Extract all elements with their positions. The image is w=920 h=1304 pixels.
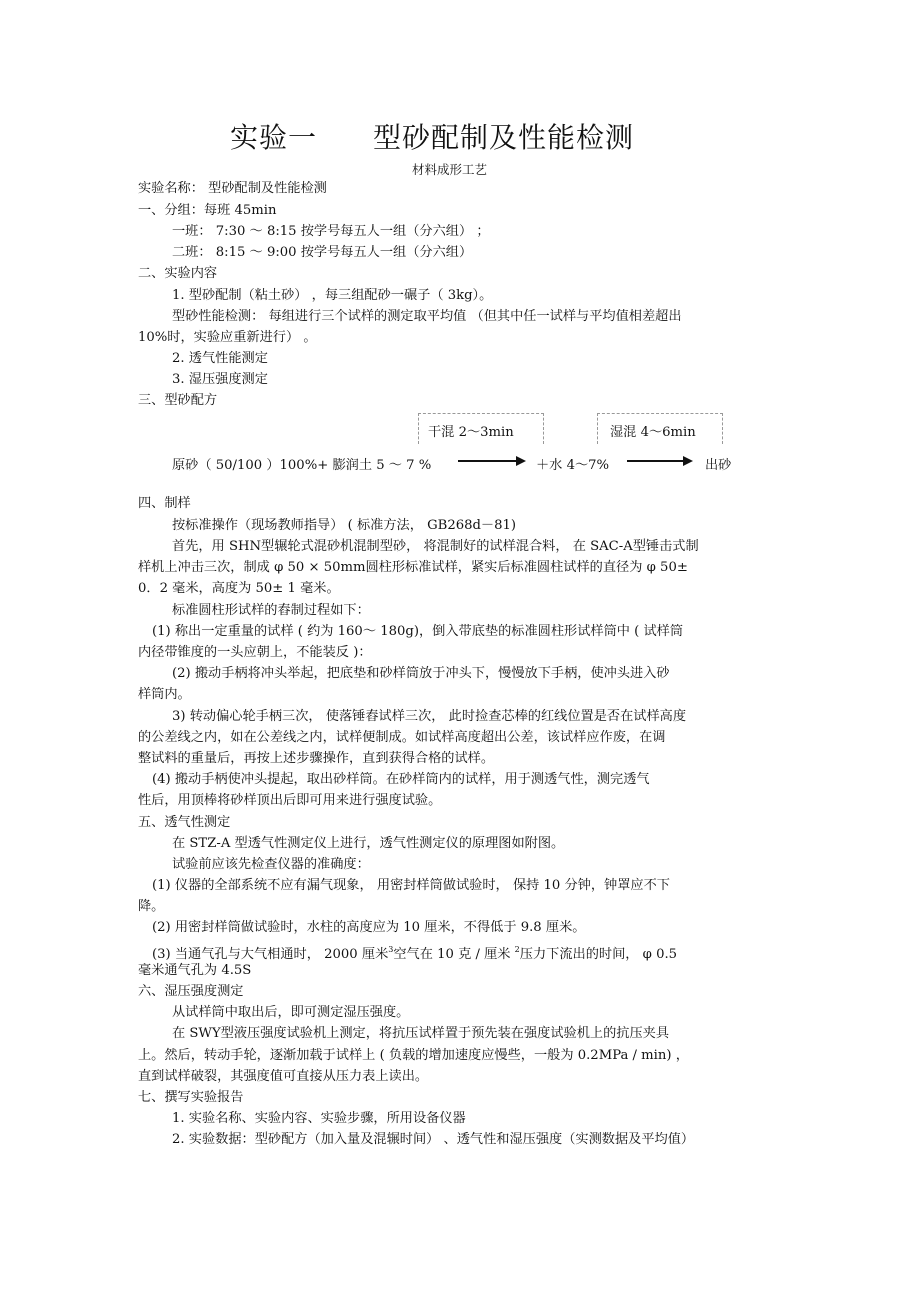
text-line: 试验前应该先检查仪器的准确度：	[172, 857, 370, 872]
text-line: (2) 搬动手柄将冲头举起，把底垫和砂样筒放于冲头下，慢慢放下手柄，使冲头进入砂	[172, 666, 670, 681]
text-line: 在 SWY型液压强度试验机上测定，将抗压试样置于预先装在强度试验机上的抗压夹具	[172, 1026, 670, 1041]
raw-sand-formula: 原砂（ 50/100 ）100%+ 膨润土 5 ～ 7 %	[172, 458, 432, 473]
text-line: 样筒内。	[138, 687, 191, 702]
text-line: 0．2 毫米，高度为 50± 1 毫米。	[138, 581, 340, 596]
text-line: (4) 搬动手柄使冲头提起，取出砂样筒。在砂样筒内的试样，用于测透气性，测完透气	[152, 772, 650, 787]
section-heading-permeability: 五、透气性测定	[138, 815, 231, 830]
text-line: 降。	[138, 899, 165, 914]
text-line: 1. 实验名称、实验内容、实验步骤，所用设备仪器	[172, 1111, 466, 1126]
text-line: 直到试样破裂，其强度值可直接从压力表上读出。	[138, 1069, 429, 1084]
text-line: 按标准操作（现场教师指导） ( 标准方法， GB268d－81)	[172, 518, 517, 533]
page-title	[230, 118, 634, 158]
text-line: (2) 用密封样筒做试验时，水柱的高度应为 10 厘米，不得低于 9.8 厘米。	[152, 920, 586, 935]
text-line: 二班： 8:15 ～ 9:00 按学号每五人一组（分六组）	[172, 245, 473, 260]
dry-mix-label: 干混 2～3min	[428, 425, 514, 440]
title-part-2: 型砂配制及性能检测	[373, 121, 635, 154]
text-line: 内径带锥度的一头应朝上，不能装反 )：	[138, 645, 372, 660]
text-line: 型砂性能检测： 每组进行三个试样的测定取平均值 （但其中任一试样与平均值相差超出	[172, 309, 682, 324]
section-heading-content: 二、实验内容	[138, 266, 218, 281]
text-line: 从试样筒中取出后，即可测定湿压强度。	[172, 1005, 410, 1020]
text-line: 3) 转动偏心轮手柄三次， 使落锤舂试样三次， 此时捡查芯棒的红线位置是否在试样高度	[172, 709, 687, 724]
text-line: (1) 称出一定重量的试样 ( 约为 160～ 180g)，倒入带底垫的标准圆柱形试样筒中 ( 试样筒	[152, 624, 684, 639]
wet-mix-label: 湿混 4～6min	[610, 425, 696, 440]
text-line	[152, 941, 677, 964]
section-heading-sampling: 四、制样	[138, 496, 191, 511]
superscript: 3	[388, 945, 394, 954]
arrow-icon	[627, 460, 691, 462]
text-line: (1) 仪器的全部系统不应有漏气现象， 用密封样筒做试验时， 保持 10 分钟，钟罩应不下	[152, 878, 670, 893]
title-part-1: 实验一	[230, 121, 318, 154]
text-line: 3. 湿压强度测定	[172, 372, 268, 387]
page-subtitle: 材料成形工艺	[412, 162, 488, 177]
text-line: 1. 型砂配制（粘土砂） ，每三组配砂一碾子（ 3kg）。	[172, 288, 493, 303]
superscript: 2	[514, 945, 520, 954]
text-line: 整试料的重量后，再按上述步骤操作，直到获得合格的试样。	[138, 751, 495, 766]
experiment-name-line: 实验名称： 型砂配制及性能检测	[138, 181, 327, 196]
section-heading-grouping: 一、分组：每班 45min	[138, 203, 277, 218]
text-line: 在 STZ-A 型透气性测定仪上进行，透气性测定仪的原理图如附图。	[172, 836, 565, 851]
text-line: 2. 实验数据：型砂配方（加入量及混辗时间） 、透气性和湿压强度（实测数据及平均值）	[172, 1132, 695, 1147]
text-line: 标准圆柱形试样的舂制过程如下：	[172, 603, 370, 618]
text-line: 首先，用 SHN型辗轮式混砂机混制型砂， 将混制好的试样混合料， 在 SAC-A型锤击式制	[172, 539, 699, 554]
text-line: 一班： 7:30 ～ 8:15 按学号每五人一组（分六组） ；	[172, 224, 490, 239]
section-heading-report: 七、撰写实验报告	[138, 1090, 244, 1105]
output-sand: 出砂	[705, 458, 732, 473]
text-line: 性后，用顶棒将砂样顶出后即可用来进行强度试验。	[138, 793, 442, 808]
text-fragment: 空气在 10 克 / 厘米	[393, 947, 515, 962]
text-line: 毫米通气孔为 4.5S	[138, 963, 252, 978]
text-line: 10%时，实验应重新进行） 。	[138, 330, 317, 345]
text-fragment: (3) 当通气孔与大气相通时， 2000 厘米	[152, 947, 389, 962]
section-heading-strength: 六、湿压强度测定	[138, 984, 244, 999]
text-line: 的公差线之内，如在公差线之内，试样便制成。如试样高度超出公差，该试样应作废，在调	[138, 730, 666, 745]
text-line: 2. 透气性能测定	[172, 351, 268, 366]
arrow-icon	[458, 460, 524, 462]
water-addition: ＋水 4～7%	[536, 458, 610, 473]
text-line: 样机上冲击三次，制成 φ 50 × 50mm圆柱形标准试样，紧实后标准圆柱试样的直径为 φ 50±	[138, 560, 688, 575]
text-fragment: 压力下流出的时间， φ 0.5	[519, 947, 678, 962]
section-heading-formula: 三、型砂配方	[138, 393, 218, 408]
text-line: 上。然后，转动手轮，逐渐加载于试样上 ( 负载的增加速度应慢些，一般为 0.2MPa / min) ，	[138, 1048, 689, 1063]
